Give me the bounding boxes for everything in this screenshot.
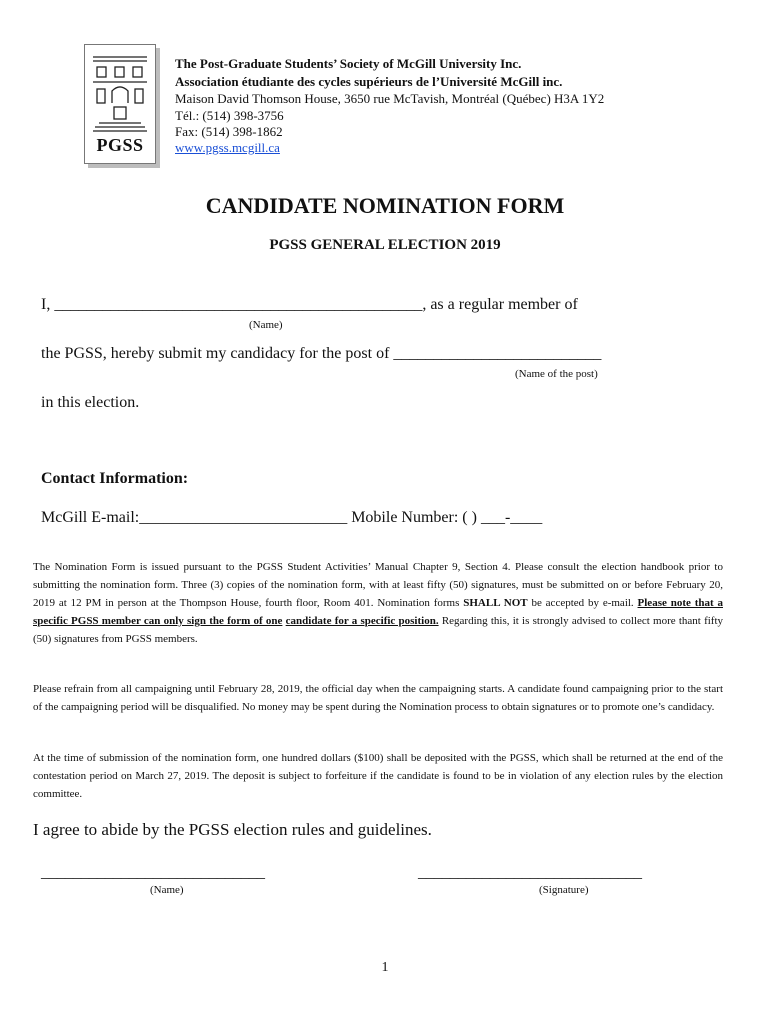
signature-line: ____________________________ xyxy=(418,864,642,881)
p1-underline-1: Please note that a specific PGSS member can only sign the form of one xyxy=(33,597,723,627)
contact-line: McGill E-mail:__________________________ Mobile Number: ( ) ___-____ xyxy=(41,509,543,526)
instructions-paragraph xyxy=(33,558,723,648)
org-name-en: The Post-Graduate Students’ Society of McGill University Inc. xyxy=(175,56,522,71)
p1-shall-not: SHALL NOT xyxy=(463,597,528,609)
name-caption: (Name) xyxy=(249,319,283,331)
p1-text-a: The Nomination Form is issued pursuant to the PGSS Student Activities’ Manual Chapter 9, Section 4. Please consult the election handbook prior to submitting the nomination form. Three (3) copies of the nomination form, with at least fifty (50) signatures, must be submitted on or before February 20, 2019 at 12 PM in person at the Thompson House, fourth floor, Room 401. Nomination forms xyxy=(33,561,723,609)
address: Maison David Thomson House, 3650 rue McTavish, Montréal (Québec) H3A 1Y2 xyxy=(175,91,605,106)
campaigning-paragraph: Please refrain from all campaigning until February 28, 2019, the official day when the campaigning starts. A candidate found campaigning prior to the start of the campaigning period will be disqualified. No money may be spent during the Nomination process to obtain signatures or to promote one’s candidacy. xyxy=(33,683,723,713)
page-number: 1 xyxy=(381,960,389,975)
telephone: Tél.: (514) 398-3756 xyxy=(175,108,284,123)
form-subtitle: PGSS GENERAL ELECTION 2019 xyxy=(269,237,501,253)
nomination-line-name: I, ______________________________________________, as a regular member of xyxy=(41,296,578,313)
name-signature-line: ____________________________ xyxy=(41,864,265,881)
logo-text: PGSS xyxy=(96,135,144,155)
website-link[interactable]: www.pgss.mcgill.ca xyxy=(175,140,280,155)
deposit-paragraph: At the time of submission of the nomination form, one hundred dollars ($100) shall be deposited with the PGSS, which shall be returned at the end of the contestation period on March 27, 2019. The deposit is subject to forfeiture if the candidate is found to be in violation of any election rules by the election committee. xyxy=(33,752,723,800)
contact-heading: Contact Information: xyxy=(41,470,189,487)
form-title: CANDIDATE NOMINATION FORM xyxy=(205,193,565,218)
p1-text-b: be accepted by e-mail. xyxy=(527,597,638,609)
thomson-house-icon xyxy=(85,45,155,135)
signature-caption: (Signature) xyxy=(539,884,589,896)
p1-underline-2: candidate for a specific position. xyxy=(285,615,439,627)
p1-text-d: Regarding this, it is strongly advised to collect more thant fifty (50) signatures from PGSS members. xyxy=(33,615,724,645)
agreement-statement: I agree to abide by the PGSS election rules and guidelines. xyxy=(33,820,432,839)
nomination-line-post: the PGSS, hereby submit my candidacy for the post of __________________________ xyxy=(41,345,602,362)
org-name-fr: Association étudiante des cycles supérieurs de l’Université McGill inc. xyxy=(175,74,563,89)
post-caption: (Name of the post) xyxy=(515,368,598,380)
pgss-logo xyxy=(84,44,156,164)
fax: Fax: (514) 398-1862 xyxy=(175,124,283,139)
name-line-caption: (Name) xyxy=(150,884,184,896)
nomination-line-end: in this election. xyxy=(41,394,140,411)
